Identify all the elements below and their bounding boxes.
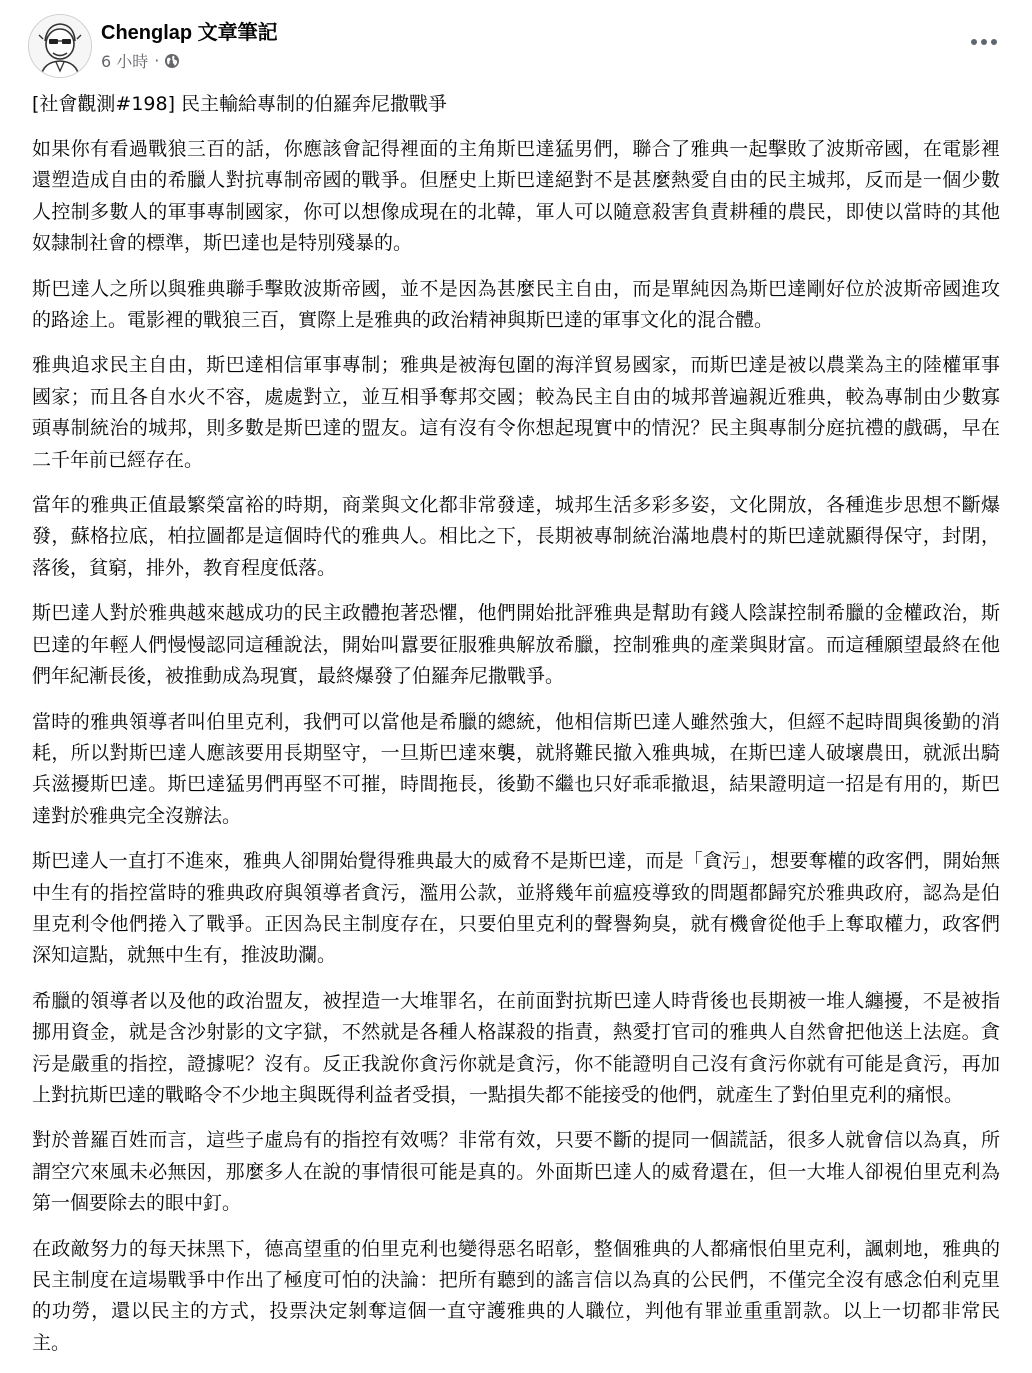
post-paragraph: 雅典追求民主自由，斯巴達相信軍事專制；雅典是被海包圍的海洋貿易國家，而斯巴達是被以農業為主的陸權軍事國家；而且各自水火不容，處處對立，並互相爭奪邦交國；較為民主自由的城邦普遍親近雅典，較為專制由少數寡頭專制統治的城邦，則多數是斯巴達的盟友。這有沒有令你想起現實中的情況？民主與專制分庭抗禮的戲碼，早在二千年前已經存在。	[32, 354, 1000, 471]
post-paragraph: 當年的雅典正值最繁榮富裕的時期，商業與文化都非常發達，城邦生活多彩多姿，文化開放，各種進步思想不斷爆發，蘇格拉底，柏拉圖都是這個時代的雅典人。相比之下，長期被專制統治滿地農村的斯巴達就顯得保守，封閉，落後，貧窮，排外，教育程度低落。	[32, 494, 1000, 579]
author-name[interactable]: Chenglap 文章筆記	[101, 22, 278, 44]
post-paragraph: 在政敵努力的每天抹黑下，德高望重的伯里克利也變得惡名昭彰，整個雅典的人都痛恨伯里克利，諷刺地，雅典的民主制度在這場戰爭中作出了極度可怕的決論：把所有聽到的謠言信以為真的公民們，不僅完全沒有感念伯利克里的功勞，還以民主的方式，投票決定剝奪這個一直守護雅典的人職位，判他有罪並重重罰款。以上一切都非常民主。	[32, 1237, 1000, 1354]
post-meta	[101, 49, 180, 72]
post-title: [社會觀測#198] 民主輸給專制的伯羅奔尼撒戰爭	[32, 93, 448, 115]
post-timestamp[interactable]: 6 小時	[101, 52, 149, 71]
post-paragraph: 當時的雅典領導者叫伯里克利，我們可以當他是希臘的總統，他相信斯巴達人雖然強大，但經不起時間與後勤的消耗，所以對斯巴達人應該要用長期堅守，一旦斯巴達來襲，就將難民撤入雅典城，在斯巴達人破壞農田，就派出騎兵滋擾斯巴達。斯巴達猛男們再堅不可摧，時間拖長，後勤不繼也只好乖乖撤退，結果證明這一招是有用的，斯巴達對於雅典完全沒辦法。	[32, 710, 1000, 827]
post-content	[32, 88, 1000, 1373]
post-paragraph: 對於普羅百姓而言，這些子虛烏有的指控有效嗎？非常有效，只要不斷的提同一個謊話，很多人就會信以為真，所謂空穴來風未必無因，那麼多人在說的事情很可能是真的。外面斯巴達人的威脅還在，但一大堆人卻視伯里克利為第一個要除去的眼中釘。	[32, 1129, 1000, 1215]
post-header	[28, 14, 1004, 86]
more-options-icon[interactable]	[964, 28, 1004, 56]
post-paragraph: 如果你有看過戰狼三百的話，你應該會記得裡面的主角斯巴達猛男們，聯合了雅典一起擊敗了波斯帝國，在電影裡還塑造成自由的希臘人對抗專制帝國的戰爭。但歷史上斯巴達絕對不是甚麼熱愛自由的民主城邦，反而是一個少數人控制多數人的軍事專制國家，你可以想像成現在的北韓，軍人可以隨意殺害負責耕種的農民，即使以當時的其他奴隸制社會的標準，斯巴達也是特別殘暴的。	[32, 138, 1000, 255]
post-paragraph: 斯巴達人一直打不進來，雅典人卻開始覺得雅典最大的威脅不是斯巴達，而是「貪污」，想要奪權的政客們，開始無中生有的指控當時的雅典政府與領導者貪污，濫用公款，並將幾年前瘟疫導致的問題都歸究於雅典政府，認為是伯里克利令他們捲入了戰爭。正因為民主制度存在，只要伯里克利的聲譽夠臭，就有機會從他手上奪取權力，政客們深知這點，就無中生有，推波助瀾。	[32, 850, 1000, 967]
more-dot	[971, 39, 977, 45]
post-paragraph: 希臘的領導者以及他的政治盟友，被捏造一大堆罪名，在前面對抗斯巴達人時背後也長期被一堆人纏擾，不是被指挪用資金，就是含沙射影的文字獄，不然就是各種人格謀殺的指責，熱愛打官司的雅典人自然會把他送上法庭。貪污是嚴重的指控，證據呢？沒有。反正我說你貪污你就是貪污，你不能證明自己沒有貪污你就有可能是貪污，再加上對抗斯巴達的戰略令不少地主與既得利益者受損，一點損失都不能接受的他們，就產生了對伯里克利的痛恨。	[32, 989, 1000, 1106]
avatar[interactable]	[28, 14, 92, 78]
globe-icon[interactable]	[164, 53, 180, 69]
post-paragraph: 斯巴達人之所以與雅典聯手擊敗波斯帝國，並不是因為甚麼民主自由，而是單純因為斯巴達剛好位於波斯帝國進攻的路途上。電影裡的戰狼三百，實際上是雅典的政治精神與斯巴達的軍事文化的混合體。	[32, 277, 1000, 332]
more-dot	[981, 39, 987, 45]
post-paragraph: 斯巴達人對於雅典越來越成功的民主政體抱著恐懼，他們開始批評雅典是幫助有錢人陰謀控制希臘的金權政治，斯巴達的年輕人們慢慢認同這種說法，開始叫囂要征服雅典解放希臘，控制雅典的產業與財富。而這種願望最終在他們年紀漸長後，被推動成為現實，最終爆發了伯羅奔尼撒戰爭。	[32, 602, 1000, 688]
more-dot	[991, 39, 997, 45]
meta-separator: ·	[154, 51, 160, 70]
avatar-caricature-icon	[29, 15, 91, 77]
